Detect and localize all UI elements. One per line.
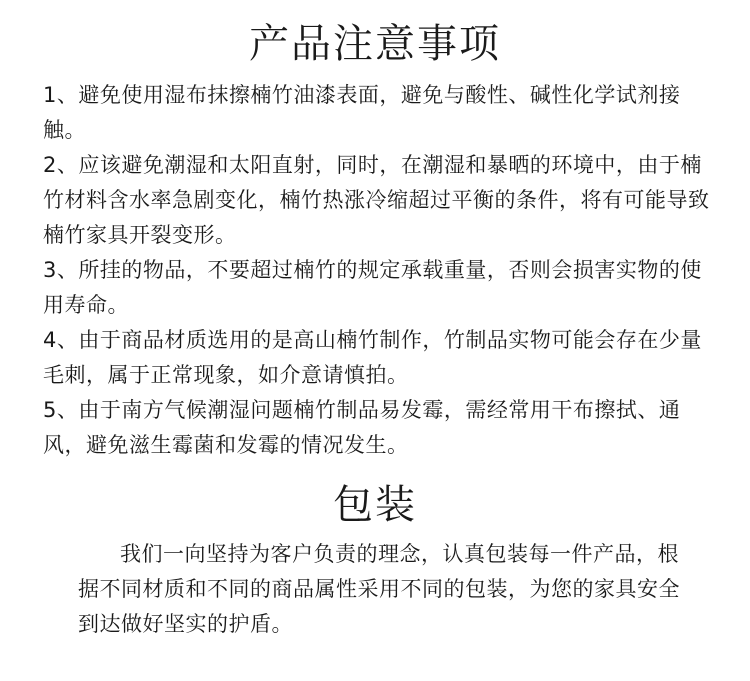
packaging-section-title: 包装: [333, 482, 417, 528]
packaging-paragraph: 我们一向坚持为客户负责的理念，认真包装每一件产品，根据不同材质和不同的商品属性采用不同的包装，为您的家具安全到达做好坚实的护盾。: [78, 542, 680, 636]
note-item-4: 4、由于商品材质选用的是高山楠竹制作，竹制品实物可能会存在少量毛刺，属于正常现象，如介意请慎拍。: [43, 328, 702, 387]
note-item-1: 1、避免使用湿布抹擦楠竹油漆表面，避免与酸性、碱性化学试剂接触。: [43, 83, 681, 142]
note-item-3: 3、所挂的物品，不要超过楠竹的规定承载重量，否则会损害实物的使用寿命。: [43, 258, 702, 317]
note-item-5: 5、由于南方气候潮湿问题楠竹制品易发霉，需经常用干布擦拭、通风，避免滋生霉菌和发霉的情况发生。: [43, 398, 681, 457]
notes-list: [43, 78, 718, 463]
note-item-2: 2、应该避免潮湿和太阳直射，同时，在潮湿和暴晒的环境中，由于楠竹材料含水率急剧变化，楠竹热涨冷缩超过平衡的条件，将有可能导致楠竹家具开裂变形。: [43, 153, 710, 247]
notes-section-title: 产品注意事项: [249, 21, 501, 67]
